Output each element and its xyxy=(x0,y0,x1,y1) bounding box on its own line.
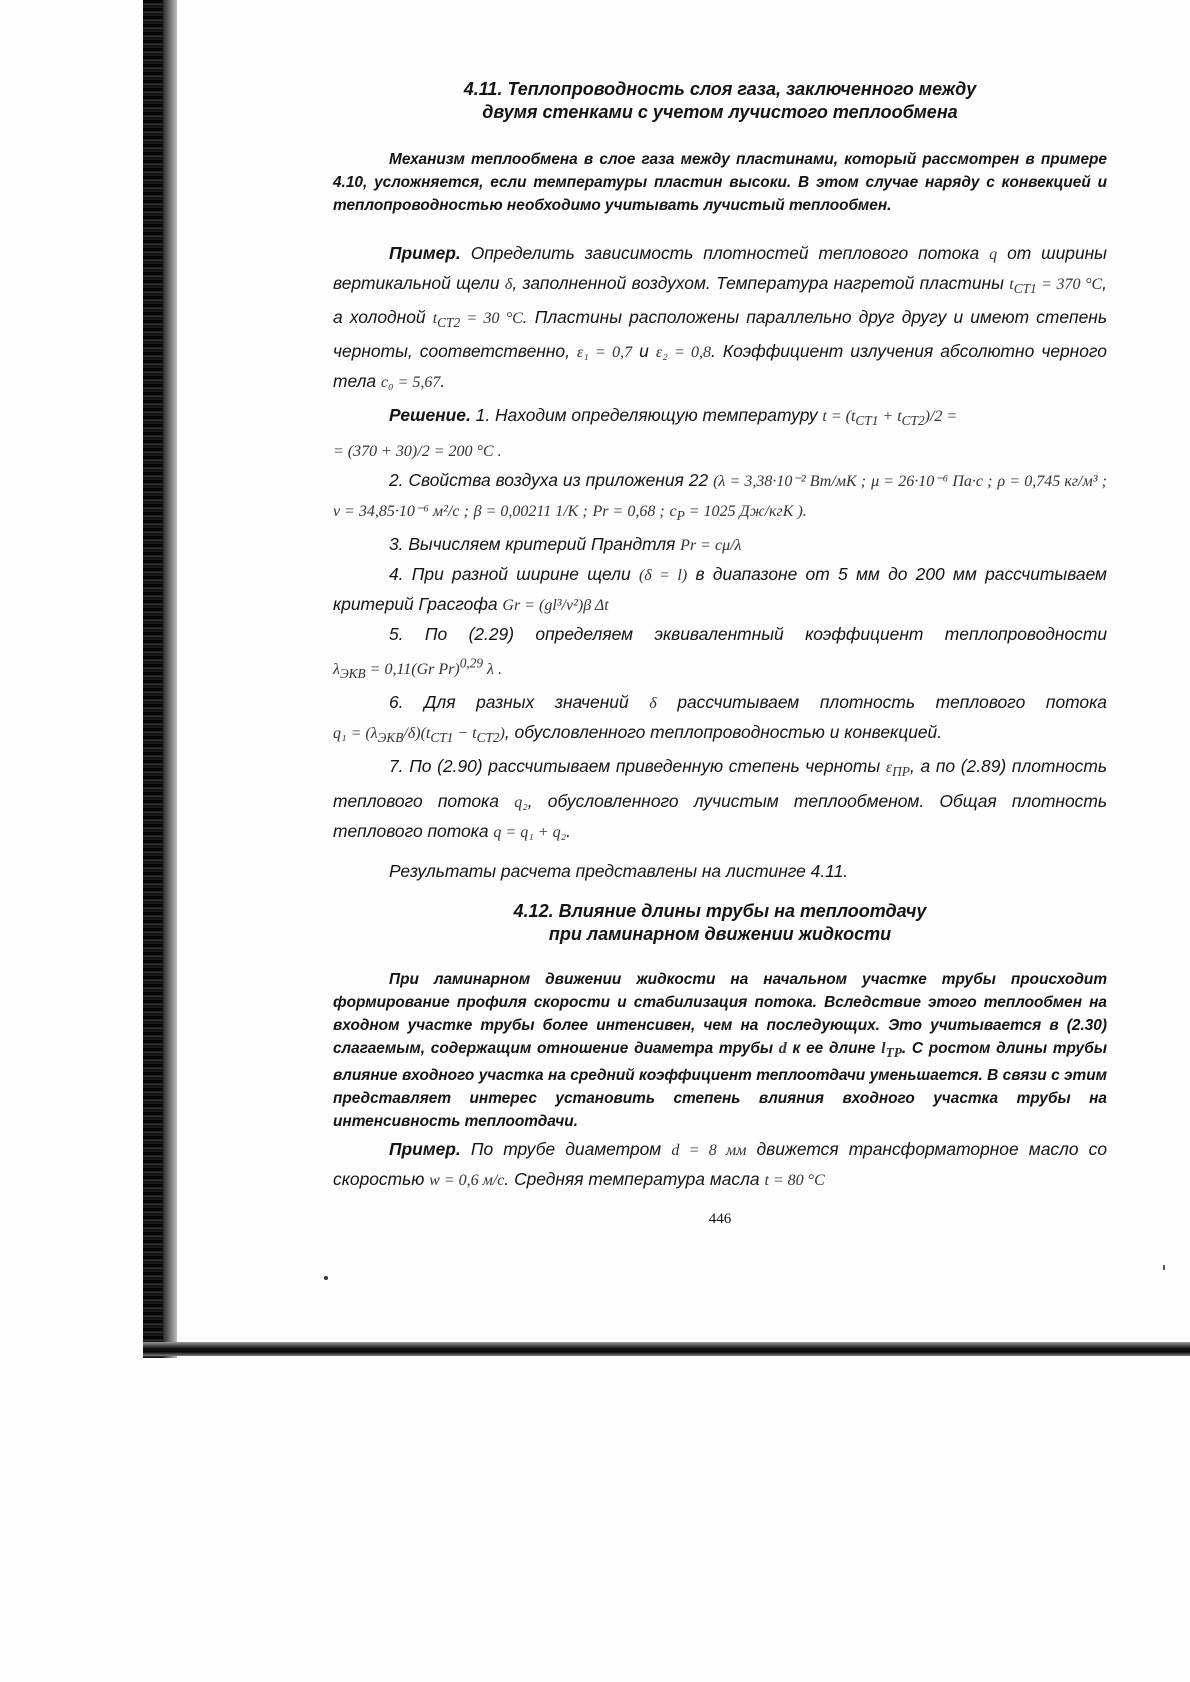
section-4-11-intro: Механизм теплообмена в слое газа между пластинами, который рассмотрен в примере 4.10, усложняется, если температуры пластин высоки. В этом случае наряду с конвекцией и теплопроводностью необходимо учитывать лучистый теплообмен. xyxy=(333,151,1107,214)
page-number: 446 xyxy=(708,1210,732,1227)
formula-t-ct1-symbol: t xyxy=(1009,276,1014,293)
example-text: Определить зависимость плотностей теплового потока xyxy=(470,243,980,263)
example-text: , а холодной xyxy=(333,273,1107,328)
page-bottom-edge xyxy=(143,1342,1190,1356)
step-text: 7. По (2.90) рассчитываем приведенную степень черноты xyxy=(389,756,881,777)
formula-part: q₁ = (λ xyxy=(333,725,378,743)
formula-q1 xyxy=(333,725,505,746)
formula-part: )/2 = xyxy=(924,408,958,426)
formula-pr: Pr = 0,68 ; xyxy=(592,502,665,520)
formula-sub: TP xyxy=(885,1044,902,1060)
solution-step6 xyxy=(333,688,1107,752)
step-text: 6. Для разных значений xyxy=(389,692,629,713)
step-text: 3. Вычисляем критерий Прандтля xyxy=(389,533,676,554)
solution-step4 xyxy=(333,560,1107,620)
formula-beta: β = 0,00211 1/K ; xyxy=(473,502,588,520)
formula-t-ct2-value: = 30 °C xyxy=(466,310,523,328)
formula-d: d xyxy=(778,1039,787,1057)
formula-part: ) xyxy=(499,725,505,743)
formula-prandtl: Pr = cμ/λ xyxy=(680,536,742,554)
step-text: , обусловленного теплопроводностью и конвекцией. xyxy=(504,722,943,743)
results-note: Результаты расчета представлены на листинге 4.11. xyxy=(389,860,849,881)
formula-mean-temp-result: = (370 + 30)/2 = 200 °C . xyxy=(333,442,502,460)
formula-part: + t xyxy=(878,408,902,426)
section-4-12-title-line1: 4.12. Влияние длины трубы на теплоотдачу xyxy=(513,900,927,921)
formula-part: l xyxy=(881,1039,886,1057)
step-text: . xyxy=(566,820,571,841)
formula-sub: ЭКВ xyxy=(377,730,404,746)
formula-part: c xyxy=(669,502,677,520)
solution-step7 xyxy=(333,752,1107,846)
example-text: и xyxy=(639,341,649,362)
formula-exponent: 0,29 xyxy=(459,655,484,671)
formula-t-value: t = 80 °C xyxy=(764,1171,825,1189)
section-4-12-intro xyxy=(333,968,1107,1133)
formula-part: = 1025 Дж/кгK ). xyxy=(684,502,807,520)
formula-t-ct2-symbol: t xyxy=(432,310,438,328)
formula-t-ct2-sub: CT2 xyxy=(437,315,461,331)
intro-text: При ламинарном движении жидкости на начальном участке трубы происходит формирование профиля скорости и стабилизация потока. Вследствие этого теплообмен на входном участке трубы более интенсивен, чем на последующих. Это учитывается в (2.30) слагаемым, содержащим отношение диаметра трубы xyxy=(333,970,1107,1057)
formula-sub: P xyxy=(676,507,685,523)
example-text: По трубе диаметром xyxy=(470,1138,662,1159)
section-4-12-title-line2: при ламинарном движении жидкости xyxy=(548,923,892,944)
formula-delta: δ xyxy=(504,276,513,293)
formula-rho: ρ = 0,745 кг/м³ ; xyxy=(997,472,1107,490)
example-label: Пример. xyxy=(389,243,461,263)
solution-step2 xyxy=(333,466,1107,530)
formula-grashof: Gr = (gl³/ν²)β Δt xyxy=(502,596,609,614)
spine-edge-gradient xyxy=(163,0,177,1358)
step-text: в диапазоне от 5 мм до 200 мм рассчитываем критерий Грасгофа xyxy=(333,563,1107,614)
formula-sub: CT1 xyxy=(855,413,879,429)
formula-t-ct2 xyxy=(432,310,523,331)
scan-speck xyxy=(324,1276,328,1280)
formula-part: = 0,11(Gr Pr) xyxy=(365,661,460,679)
formula-delta-l: (δ = l) xyxy=(638,566,688,584)
formula-q: q xyxy=(989,246,998,263)
section-4-11-title-line1: 4.11. Теплопроводность слоя газа, заключенного между xyxy=(463,79,977,99)
formula-cp xyxy=(669,502,807,523)
formula-d-value: d = 8 мм xyxy=(671,1141,747,1159)
formula-lambda-ekv xyxy=(333,655,502,682)
solution-step1 xyxy=(333,401,1107,465)
formula-part: /δ)(t xyxy=(403,725,431,743)
formula-c0: c₀ = 5,67 xyxy=(380,374,441,392)
scan-mark xyxy=(1163,1265,1165,1270)
section-4-11-title-line2: двумя стенками с учетом лучистого теплообмена xyxy=(482,102,958,122)
formula-part: λ . xyxy=(483,661,502,679)
formula-nu: ν = 34,85·10⁻⁶ м²/с ; xyxy=(333,502,469,520)
formula-w-value: w = 0,6 м/с xyxy=(429,1171,505,1189)
section-4-11-title xyxy=(333,78,1107,124)
formula-mu: μ = 26·10⁻⁶ Па·с ; xyxy=(871,472,993,490)
example-text: . Коэффициент излучения абсолютно черного тела xyxy=(333,341,1107,392)
step-text: 4. При разной ширине щели xyxy=(389,563,631,584)
formula-part: λ xyxy=(333,661,340,679)
formula-sub: CT2 xyxy=(901,413,925,429)
step-text: рассчитываем плотность теплового потока xyxy=(677,692,1107,713)
formula-l-tp xyxy=(881,1039,902,1060)
example-4-12-paragraph xyxy=(333,1135,1107,1195)
step-text: , а по (2.89) плотность теплового потока xyxy=(333,756,1107,811)
intro-text: к ее длине xyxy=(792,1039,876,1057)
formula-eps1: ε₁ = 0,7 xyxy=(577,344,633,362)
formula-sub: ЭКВ xyxy=(339,666,366,682)
formula-q2: q₂ xyxy=(514,793,528,811)
example-text: , заполненной воздухом. Температура нагретой пластины xyxy=(512,273,1004,293)
page-content xyxy=(333,78,1107,1228)
formula-t-ct1 xyxy=(1009,276,1103,297)
formula-t-ct1-value: = 370 °C xyxy=(1041,276,1103,293)
formula-eps-pr xyxy=(885,759,910,780)
section-4-12-title xyxy=(333,900,1107,946)
formula-delta: δ xyxy=(649,695,657,713)
example-label: Пример. xyxy=(389,1138,461,1159)
formula-mean-temp xyxy=(822,408,958,429)
step-text: 5. По (2.29) определяем эквивалентный коэффициент теплопроводности xyxy=(389,623,1107,644)
step-text: 1. Находим определяющую температуру xyxy=(475,405,818,426)
formula-lambda: (λ = 3,38·10⁻² Вт/мK ; xyxy=(713,472,867,490)
formula-t-ct1-sub: CT1 xyxy=(1013,281,1037,297)
example-text: от ширины вертикальной щели xyxy=(333,243,1107,293)
example-text: . Пластины расположены параллельно друг другу и имеют степень черноты, соответственно, xyxy=(333,307,1107,362)
example-text: . xyxy=(440,371,446,392)
solution-step5 xyxy=(333,620,1107,689)
formula-part: ε xyxy=(885,759,893,777)
formula-part: t = (t xyxy=(822,408,856,426)
solution-label: Решение. xyxy=(389,405,471,426)
example-4-11-paragraph xyxy=(333,239,1107,397)
formula-sub: CT1 xyxy=(430,730,454,746)
intro-text: . С ростом длины трубы влияние входного участка на средний коэффициент теплоотдачи уменьшается. В связи с этим представляет интерес установить степень влияния входного участка трубы на интенсивность теплоотдачи. xyxy=(333,1039,1107,1130)
formula-sub: CT2 xyxy=(476,730,500,746)
step-text: , обусловленного лучистым теплообменом. Общая плотность теплового потока xyxy=(333,790,1107,841)
formula-sub: ПР xyxy=(892,764,910,780)
example-text: движется трансформаторное масло со скоростью xyxy=(333,1138,1108,1189)
solution-step3 xyxy=(333,530,1107,560)
formula-q-total: q = q₁ + q₂ xyxy=(493,823,567,841)
formula-part: − t xyxy=(453,725,477,743)
example-text: . Средняя температура масла xyxy=(504,1168,760,1189)
formula-eps2: ε₂ = 0,8 xyxy=(655,344,712,362)
step-text: 2. Свойства воздуха из приложения 22 xyxy=(389,469,709,490)
